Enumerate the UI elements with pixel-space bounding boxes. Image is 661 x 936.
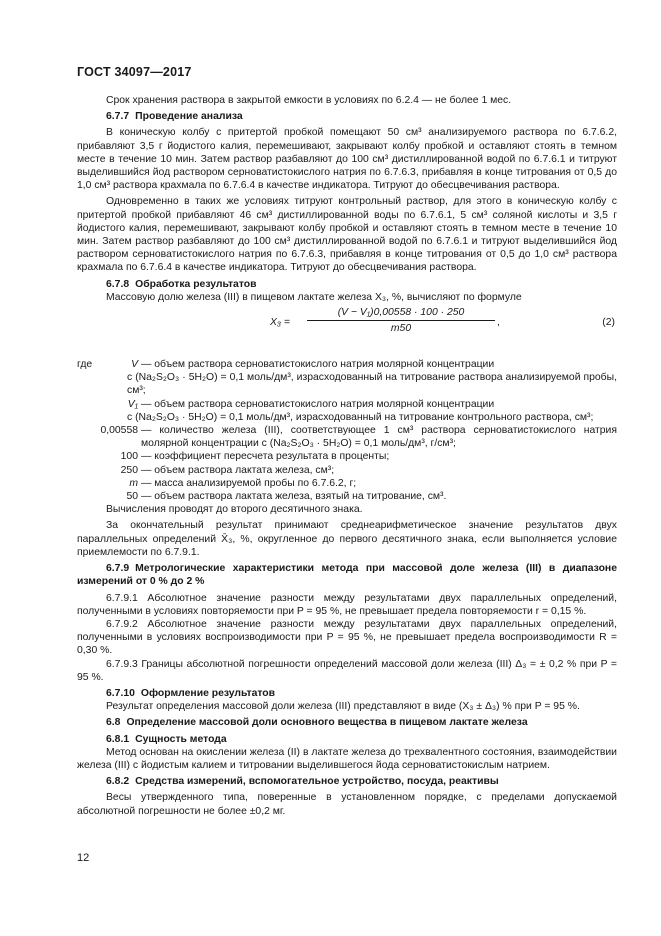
section-title: Обработка результатов bbox=[135, 278, 257, 290]
calc-precision-paragraph: Вычисления проводят до второго десятичного знака. bbox=[106, 504, 363, 516]
definition-0-00558 bbox=[77, 424, 617, 450]
definition-symbol: m bbox=[129, 477, 138, 489]
result-form-paragraph: Результат определения массовой доли железа (III) представляют в виде (X₃ ± Δ₃) % при P = 95 %. bbox=[106, 701, 580, 713]
definition-symbol: 100 bbox=[120, 451, 138, 463]
definition-v1 bbox=[77, 398, 617, 411]
paragraph-6-7-9-1: 6.7.9.1 Абсолютное значение разности между результатами двух параллельных определений, полученными в условиях повторяемости при P = 95 %, не превышает предела повторяемости r = 0,15 %. bbox=[77, 592, 617, 617]
definition-v bbox=[77, 358, 617, 371]
scales-paragraph: Весы утвержденного типа, поверенные в установленном порядке, с пределами допускаемой абсолютной погрешности не более ±0,2 мг. bbox=[77, 792, 617, 817]
definition-text: — объем раствора серноватистокислого натрия молярной концентрации bbox=[141, 398, 495, 410]
formula-2 bbox=[77, 306, 617, 340]
definition-text: — объем раствора серноватистокислого натрия молярной концентрации bbox=[141, 359, 495, 371]
section-6-8-2-heading bbox=[106, 775, 617, 788]
section-title: Средства измерений, вспомогательное устройство, посуда, реактивы bbox=[135, 776, 499, 788]
definition-symbol: 250 bbox=[120, 464, 138, 476]
section-6-7-9-heading bbox=[77, 562, 617, 588]
page-body bbox=[77, 94, 617, 818]
definition-symbol: V₁ bbox=[127, 398, 138, 410]
formula-numerator: (V − V₁)0,00558 · 100 · 250 bbox=[307, 306, 495, 321]
section-6-7-7-heading bbox=[106, 110, 617, 123]
section-6-8-heading bbox=[106, 716, 617, 729]
definition-symbol: 0,00558 bbox=[100, 425, 138, 437]
section-title: Определение массовой доли основного вещества в пищевом лактате железа bbox=[126, 717, 528, 729]
variable-definitions bbox=[77, 358, 617, 503]
analysis-paragraph-1: В коническую колбу с притертой пробкой помещают 50 см³ анализируемого раствора по 6.7.6.2, прибавляют 3,5 г йодистого калия, перемешивают, закрывают колбу пробкой и оставляют стоять в темном месте в течение 10 мин. Затем раствор разбавляют до 100 см³ дистиллированной водой по 6.7.6.1 и титруют выделившийся йод раствором серноватистокислого натрия по 6.7.6.3, прибавляя в конце титрования от 0,5 до 1,0 см³ раствора крахмала по 6.7.6.4 в качестве индикатора. Титруют до обесцвечивания раствора. bbox=[77, 127, 617, 192]
document-header: ГОСТ 34097—2017 bbox=[77, 65, 192, 79]
paragraph-6-7-9-3: 6.7.9.3 Границы абсолютной погрешности определений массовой доли железа (III) Δ₃ = ± 0,2 % при P = 95 %. bbox=[77, 658, 617, 683]
section-number: 6.8 bbox=[106, 717, 121, 729]
formula-comma: , bbox=[497, 317, 500, 329]
mass-fraction-paragraph: Массовую долю железа (III) в пищевом лактате железа X₃, %, вычисляют по формуле bbox=[106, 291, 522, 303]
analysis-paragraph-2: Одновременно в таких же условиях титруют контрольный раствор, для этого в коническую колбу с притертой пробкой прибавляют 46 см³ дистиллированной воды по 6.7.6.1, 5 см³ соляной кислоты и 3,5 г йодистого калия, перемешивают, закрывают колбу пробкой и оставляют стоять в темном месте в течение 10 мин. Затем раствор разбавляют до 100 см³ дистиллированной водой по 6.7.6.1 и титруют выделившийся йод раствором серноватистокислого натрия по 6.7.6.3, прибавляя в конце титрования от 0,5 до 1,0 см³ раствора крахмала по 6.7.6.4 в качестве индикатора. Титруют до обесцвечивания раствора. bbox=[77, 196, 617, 274]
paragraph-6-7-9-2: 6.7.9.2 Абсолютное значение разности между результатами двух параллельных определений, полученными в условиях воспроизводимости при P = 95 %, не превышает предела воспроизводимости R = 0,30 %. bbox=[77, 618, 617, 657]
definition-symbol: 50 bbox=[126, 491, 138, 503]
definition-text: — масса анализируемой пробы по 6.7.6.2, г; bbox=[141, 477, 357, 489]
storage-paragraph: Срок хранения раствора в закрытой емкости в условиях по 6.2.4 — не более 1 мес. bbox=[106, 95, 512, 106]
definition-100 bbox=[77, 450, 617, 463]
equation-number: (2) bbox=[602, 317, 615, 329]
definition-v1-continued: c (Na₂S₂O₃ · 5H₂O) = 0,1 моль/дм³, израсходованный на титрование контрольного раствора, см³; bbox=[127, 411, 594, 423]
definition-symbol: V bbox=[131, 359, 138, 371]
section-title: Оформление результатов bbox=[140, 687, 276, 699]
section-number: 6.7.7 bbox=[106, 111, 130, 123]
definition-m bbox=[77, 477, 617, 490]
section-6-7-10-heading bbox=[106, 687, 617, 700]
formula-fraction bbox=[307, 306, 495, 335]
section-title: Сущность метода bbox=[135, 733, 227, 745]
method-paragraph: Метод основан на окислении железа (II) в лактате железа до трехвалентного состояния, взаимодействии железа (III) с йодистым калием и титровании выделившегося йода серноватистокислым натрием. bbox=[77, 746, 617, 771]
section-number: 6.7.8 bbox=[106, 278, 130, 290]
definition-50 bbox=[77, 490, 617, 503]
definition-text: — объем раствора лактата железа, взятый на титрование, см³. bbox=[141, 491, 447, 503]
where-word: где bbox=[77, 359, 93, 371]
section-6-7-8-heading bbox=[106, 278, 617, 291]
page-number: 12 bbox=[77, 852, 90, 864]
formula-lhs: X₃ = bbox=[270, 317, 291, 329]
definition-text: — количество железа (III), соответствующее 1 см³ раствора серноватистокислого натрия молярной концентрации c (Na₂S₂O₃ · 5H₂O) = 0,1 моль/дм³, г/см³; bbox=[141, 425, 617, 450]
section-number: 6.7.9 bbox=[106, 563, 130, 575]
definition-text: — коэффициент пересчета результата в проценты; bbox=[141, 451, 390, 463]
formula-denominator: m50 bbox=[390, 323, 412, 335]
section-number: 6.7.10 bbox=[106, 687, 135, 699]
section-number: 6.8.2 bbox=[106, 776, 130, 788]
section-6-8-1-heading bbox=[106, 733, 617, 746]
section-number: 6.8.1 bbox=[106, 733, 130, 745]
definition-v-continued: c (Na₂S₂O₃ · 5H₂O) = 0,1 моль/дм³, израсходованный на титрование раствора анализируемой пробы, см³; bbox=[127, 372, 617, 397]
final-result-paragraph: За окончательный результат принимают среднеарифметическое значение результатов двух параллельных определений X̄₃, %, округленное до первого десятичного знака, если выполняется условие приемлемости по 6.7.9.1. bbox=[77, 520, 617, 558]
section-title: Метрологические характеристики метода при массовой доле железа (III) в диапазоне измерений от 0 % до 2 % bbox=[77, 563, 617, 588]
section-title: Проведение анализа bbox=[135, 111, 243, 123]
definition-text: — объем раствора лактата железа, см³; bbox=[141, 464, 335, 476]
definition-250 bbox=[77, 464, 617, 477]
